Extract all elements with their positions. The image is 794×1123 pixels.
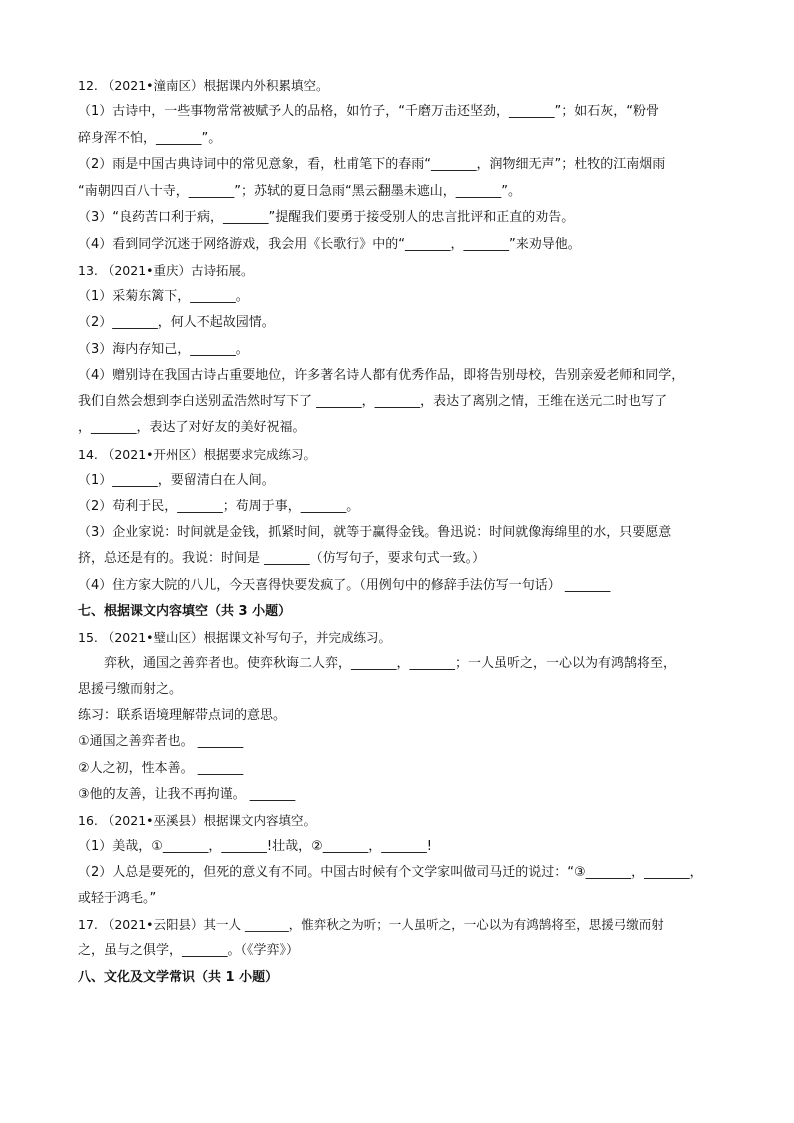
text-line: ，_______，表达了对好友的美好祝福。 <box>78 420 306 435</box>
question-heading: 17. （2021•云阳县）其一人 _______，惟弈秋之为听；一人虽听之，一心以为有鸿鹄将至，思援弓缴而射 <box>78 917 664 932</box>
text-line: （3）“良药苦口利于病，_______”提醒我们要勇于接受别人的忠言批评和正直的劝告。 <box>78 210 575 225</box>
text-line: 之，虽与之俱学，_______。（《学弈》） <box>78 943 300 958</box>
text-line: 挤，总还是有的。我说：时间是 _______（仿写句子，要求句式一致。） <box>78 551 486 566</box>
text-line: ③他的友善，让我不再拘谨。 _______ <box>78 787 296 802</box>
question-heading: 13. （2021•重庆）古诗拓展。 <box>78 263 254 278</box>
text-line: 弈秋，通国之善弈者也。使弈秋诲二人弈，_______，_______；一人虽听之，一心以为有鸿鹄将至， <box>104 656 677 671</box>
text-line: （1）_______，要留清白在人间。 <box>78 473 275 488</box>
text-line: （4）赠别诗在我国古诗占重要地位，许多著名诗人都有优秀作品，即将告别母校，告别亲爱老师和同学， <box>78 368 685 383</box>
question-heading: 12. （2021•潼南区）根据课内外积累填空。 <box>78 78 329 93</box>
text-line: （4）住方家大院的八儿，今天喜得快要发疯了。（用例句中的修辞手法仿写一句话） _______ <box>78 578 611 593</box>
question-heading: 16. （2021•巫溪县）根据课文内容填空。 <box>78 813 317 828</box>
text-line: 我们自然会想到李白送别孟浩然时写下了 _______，_______，表达了离别之情，王维在送元二时也写了 <box>78 394 668 409</box>
text-line: （2）苟利于民，_______；苟周于事，_______。 <box>78 499 360 514</box>
text-line: （2）雨是中国古典诗词中的常见意象，看，杜甫笔下的春雨“_______，润物细无声”；杜牧的江南烟雨 <box>78 157 666 172</box>
text-line: 或轻于鸿毛。” <box>78 891 157 906</box>
section-heading: 八、文化及文学常识（共 1 小题） <box>78 970 279 985</box>
section-heading: 七、根据课文内容填空（共 3 小题） <box>78 604 292 619</box>
text-line: （1）美哉，①_______，_______!壮哉，②_______，_______! <box>78 839 433 854</box>
text-line: ②人之初，性本善。 _______ <box>78 761 244 776</box>
text-line: 碎身浑不怕，_______”。 <box>78 131 222 146</box>
text-line: 思援弓缴而射之。 <box>78 682 183 697</box>
text-line: （2）人总是要死的，但死的意义有不同。中国古时候有个文学家叫做司马迁的说过：“③_______，_______， <box>78 865 703 880</box>
text-line: （2）_______，何人不起故园情。 <box>78 315 275 330</box>
text-line: “南朝四百八十寺，_______”；苏轼的夏日急雨“黑云翻墨未遮山，_______”。 <box>78 184 521 199</box>
text-line: （3）海内存知己，_______。 <box>78 342 249 357</box>
question-heading: 14. （2021•开州区）根据要求完成练习。 <box>78 447 317 462</box>
question-heading: 15. （2021•璧山区）根据课文补写句子，并完成练习。 <box>78 630 392 645</box>
text-line: 练习：联系语境理解带点词的意思。 <box>78 708 287 723</box>
text-line: （1）古诗中，一些事物常常被赋予人的品格，如竹子，“千磨万击还坚劲，_______”；如石灰，“粉骨 <box>78 104 659 119</box>
text-line: （4）看到同学沉迷于网络游戏，我会用《长歌行》中的“_______，_______”来劝导他。 <box>78 237 581 252</box>
text-line: （3）企业家说：时间就是金钱，抓紧时间，就等于赢得金钱。鲁迅说：时间就像海绵里的水，只要愿意 <box>78 525 672 540</box>
text-line: ①通国之善弈者也。 _______ <box>78 734 244 749</box>
text-line: （1）采菊东篱下，_______。 <box>78 289 249 304</box>
